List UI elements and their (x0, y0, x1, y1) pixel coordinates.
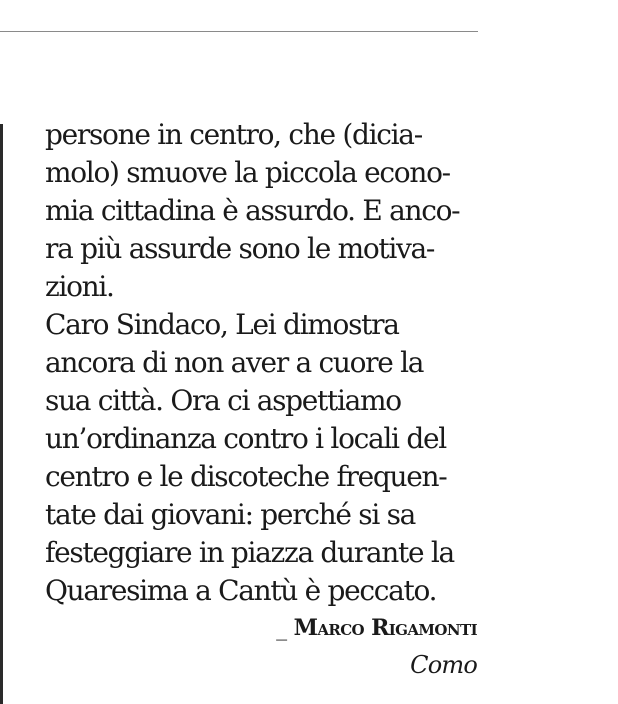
body-line: Caro Sindaco, Lei dimostra (45, 308, 399, 341)
body-line: molo) smuove la piccola econo- (45, 156, 450, 189)
author-location: Como (410, 651, 477, 679)
author-name: Marco Rigamonti (293, 615, 477, 641)
body-line: sua città. Ora ci aspettiamo (45, 384, 401, 417)
column-divider (0, 124, 3, 704)
body-line: ancora di non aver a cuore la (45, 346, 424, 379)
body-line: persone in centro, che (dicia- (45, 118, 422, 151)
signature-dash: _ (276, 616, 287, 641)
body-line: mia cittadina è assurdo. E anco- (45, 194, 460, 227)
author-signature (45, 614, 477, 643)
body-line: ra più assurde sono le motiva- (45, 232, 435, 265)
body-line: zioni. (45, 270, 114, 303)
body-line: un’ordinanza contro i locali del (45, 422, 446, 455)
body-line: festeggiare in piazza durante la (45, 536, 454, 569)
top-divider (0, 31, 478, 32)
body-line: centro e le discoteche frequen- (45, 460, 447, 493)
body-line: Quaresima a Cantù è peccato. (45, 574, 437, 607)
body-line: tate dai giovani: perché si sa (45, 498, 416, 531)
letter-body (45, 116, 485, 610)
